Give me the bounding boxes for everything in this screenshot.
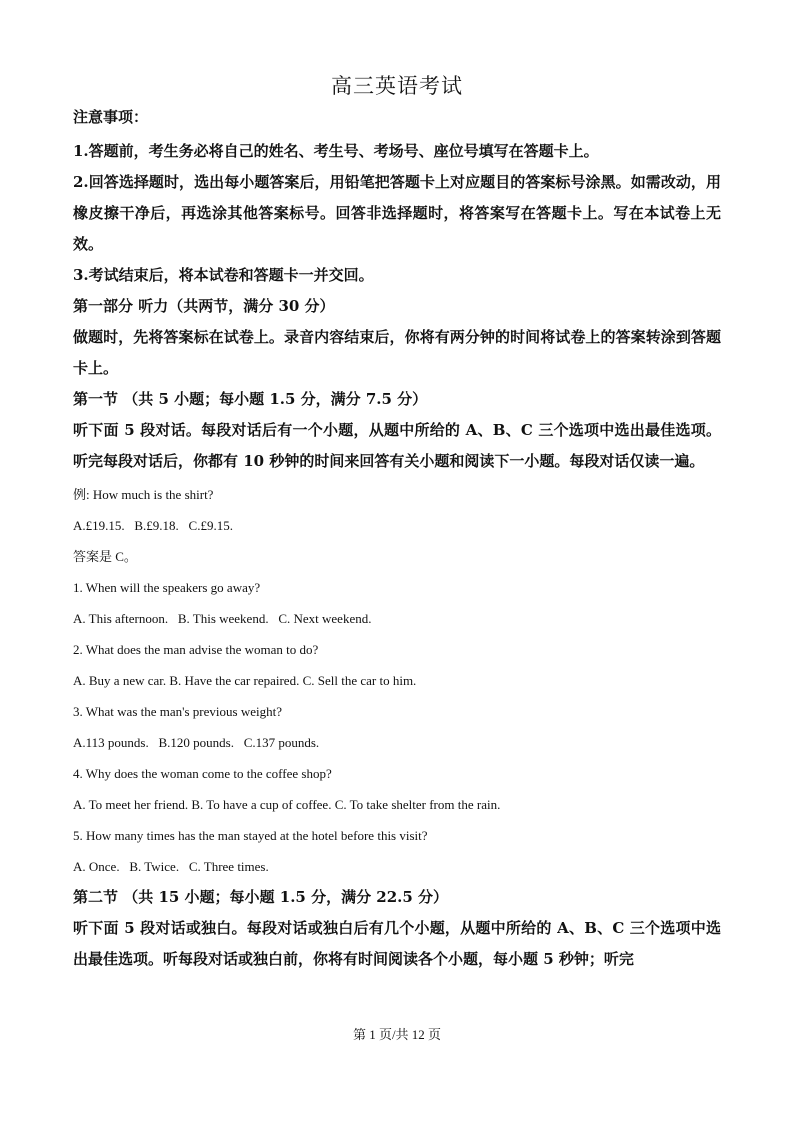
part1-heading: 第一部分 听力（共两节，满分 30 分） [73, 297, 335, 315]
question-1-options: A. This afternoon. B. This weekend. C. Next weekend. [73, 611, 372, 626]
part1-instruction: 做题时，先将答案标在试卷上。录音内容结束后，你将有两分钟的时间将试卷上的答案转涂到答题卡上。 [73, 328, 721, 377]
section1-instruction: 听下面 5 段对话。每段对话后有一个小题，从题中所给的 A、B、C 三个选项中选出最佳选项。听完每段对话后，你都有 10 秒钟的时间来回答有关小题和阅读下一小题。每段对话仅读一遍。 [73, 421, 721, 470]
section2-heading: 第二节 （共 15 小题；每小题 1.5 分，满分 22.5 分） [73, 888, 449, 906]
page-title: 高三英语考试 [331, 74, 463, 98]
notice-heading: 注意事项： [73, 108, 149, 126]
example-options: A.£19.15. B.£9.18. C.£9.15. [73, 518, 233, 533]
page-footer: 第 1 页/共 12 页 [352, 1027, 442, 1042]
exam-content [73, 106, 721, 975]
question-2-options: A. Buy a new car. B. Have the car repaired. C. Sell the car to him. [73, 673, 417, 688]
question-5: 5. How many times has the man stayed at the hotel before this visit? [73, 828, 428, 843]
question-1: 1. When will the speakers go away? [73, 580, 261, 595]
question-2: 2. What does the man advise the woman to do? [73, 642, 319, 657]
example-question: 例: How much is the shirt? [73, 487, 214, 502]
notice-item-3: 3.考试结束后，将本试卷和答题卡一并交回。 [73, 266, 374, 284]
example-answer: 答案是 C。 [73, 549, 137, 564]
section2-instruction: 听下面 5 段对话或独白。每段对话或独白后有几个小题，从题中所给的 A、B、C 三个选项中选出最佳选项。听每段对话或独白前，你将有时间阅读各个小题，每小题 5 秒钟；听完 [73, 919, 721, 968]
notice-item-2: 2.回答选择题时，选出每小题答案后，用铅笔把答题卡上对应题目的答案标号涂黑。如需改动，用橡皮擦干净后，再选涂其他答案标号。回答非选择题时，将答案写在答题卡上。写在本试卷上无效。 [73, 173, 721, 253]
question-4: 4. Why does the woman come to the coffee shop? [73, 766, 332, 781]
section1-heading: 第一节 （共 5 小题；每小题 1.5 分，满分 7.5 分） [73, 390, 428, 408]
question-3: 3. What was the man's previous weight? [73, 704, 282, 719]
question-5-options: A. Once. B. Twice. C. Three times. [73, 859, 269, 874]
notice-item-1: 1.答题前，考生务必将自己的姓名、考生号、考场号、座位号填写在答题卡上。 [73, 142, 599, 160]
question-3-options: A.113 pounds. B.120 pounds. C.137 pounds. [73, 735, 320, 750]
question-4-options: A. To meet her friend. B. To have a cup of coffee. C. To take shelter from the rain. [73, 797, 501, 812]
